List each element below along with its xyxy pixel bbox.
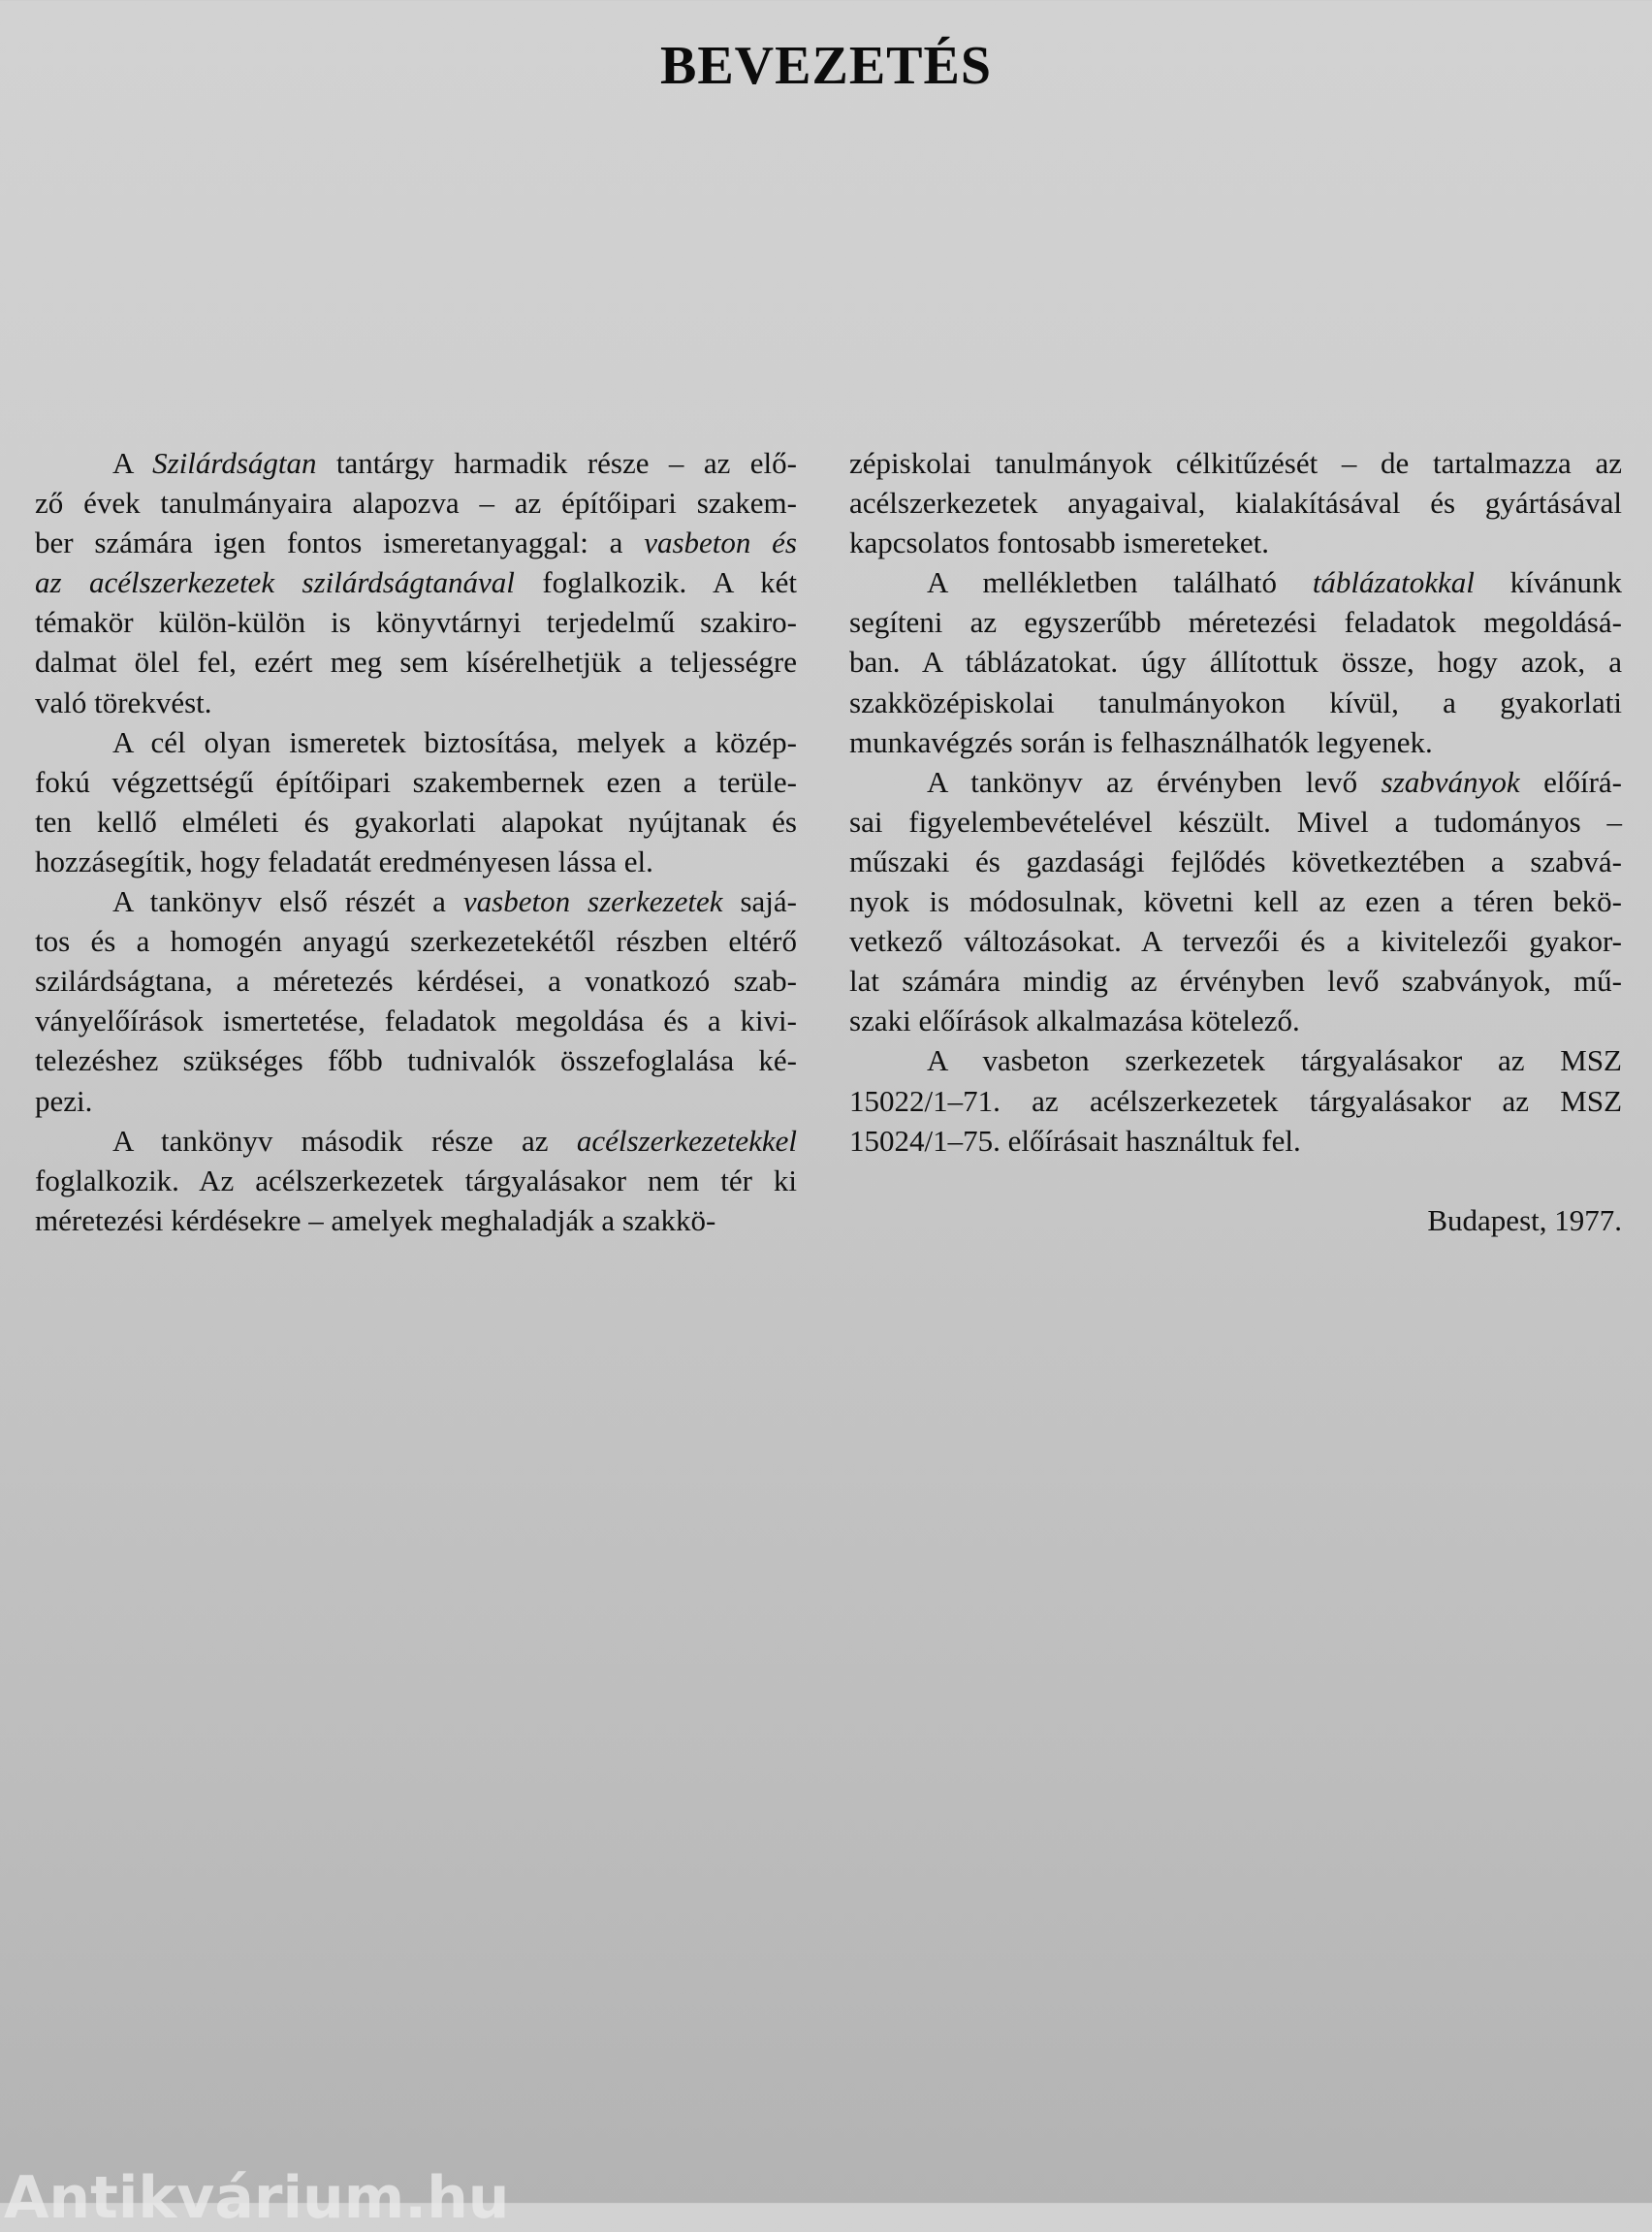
left-column (35, 443, 797, 1240)
text-line (35, 523, 797, 562)
text-line (849, 642, 1622, 682)
text-segment: pezi. (35, 1083, 93, 1118)
italic-text: acélszerkezetekkel (576, 1123, 797, 1158)
text-segment: tantárgy harmadik része – az elő- (316, 446, 797, 480)
text-line (35, 1001, 797, 1040)
italic-text: az acélszerkezetek szilárdságtanával (35, 565, 515, 600)
text-segment: munkavégzés során is felhasználhatók legyenek. (849, 724, 1433, 759)
text-segment: előírá- (1519, 764, 1622, 799)
text-line (849, 523, 1622, 562)
text-line (849, 881, 1622, 921)
text-line (35, 1121, 797, 1161)
text-segment: A (112, 446, 153, 480)
text-segment: tos és a homogén anyagú szerkezetekétől részben eltérő (35, 924, 797, 959)
text-segment: sai figyelembevételével készült. Mivel a tudományos – (849, 804, 1622, 839)
text-line (849, 961, 1622, 1001)
text-line (849, 722, 1622, 762)
text-line (849, 1121, 1622, 1161)
text-line (849, 1001, 1622, 1040)
text-line (35, 762, 797, 802)
italic-text: táblázatokkal (1312, 565, 1475, 600)
text-line (35, 602, 797, 642)
text-segment: fokú végzettségű építőipari szakembernek ezen a terüle- (35, 764, 797, 799)
text-line (35, 842, 797, 881)
italic-text: vasbeton szerkezetek (462, 884, 723, 919)
text-segment: A cél olyan ismeretek biztosítása, melyek a közép- (112, 724, 797, 759)
text-segment: acélszerkezetek anyagaival, kialakításával és gyártásával (849, 486, 1622, 521)
page-title: BEVEZETÉS (659, 36, 993, 96)
italic-text: Szilárdságtan (152, 446, 317, 480)
text-segment: kapcsolatos fontosabb ismereteket. (849, 526, 1270, 560)
text-line (849, 443, 1622, 483)
text-line (35, 1040, 797, 1080)
text-segment: ber számára igen fontos ismeretanyaggal: a (35, 526, 645, 560)
text-segment: műszaki és gazdasági fejlődés következtében a szabvá- (849, 844, 1622, 878)
text-line (35, 722, 797, 762)
text-segment: való törekvést. (35, 685, 212, 719)
text-line (35, 1161, 797, 1200)
text-line (849, 1081, 1622, 1121)
text-segment: ten kellő elméleti és gyakorlati alapokat nyújtanak és (35, 804, 797, 839)
watermark-logo: Antikvárium.hu (4, 2164, 510, 2232)
text-segment: A vasbeton szerkezetek tárgyalásakor az MSZ (927, 1043, 1622, 1078)
text-line (849, 683, 1622, 722)
text-segment: segíteni az egyszerűbb méretezési feladatok megoldásá- (849, 605, 1622, 640)
text-line (849, 762, 1622, 802)
text-line (35, 562, 797, 602)
text-segment: ző évek tanulmányaira alapozva – az építőipari szakem- (35, 486, 797, 521)
text-line (35, 1081, 797, 1121)
text-segment: telezéshez szükséges főbb tudnivalók összefoglalása ké- (35, 1043, 797, 1078)
text-line (849, 802, 1622, 842)
text-line (35, 881, 797, 921)
text-line (849, 602, 1622, 642)
text-line (849, 483, 1622, 523)
text-segment: zépiskolai tanulmányok célkitűzését – de tartalmazza az (849, 446, 1622, 480)
text-segment: 15024/1–75. előírásait használtuk fel. (849, 1123, 1301, 1158)
text-line (35, 443, 797, 483)
text-segment: vetkező változásokat. A tervezői és a kivitelezői gyakor- (849, 924, 1622, 959)
text-line (849, 921, 1622, 961)
text-segment: 15022/1–71. az acélszerkezetek tárgyalásakor az MSZ (849, 1083, 1622, 1118)
text-segment: szakközépiskolai tanulmányokon kívül, a gyakorlati (849, 685, 1622, 719)
text-line (849, 1040, 1622, 1080)
italic-text: szabványok (1381, 764, 1520, 799)
text-segment: foglalkozik. Az acélszerkezetek tárgyalásakor nem tér ki (35, 1163, 797, 1197)
text-segment: méretezési kérdésekre – amelyek meghaladják a szakkö- (35, 1202, 716, 1237)
text-segment: dalmat ölel fel, ezért meg sem kísérelhetjük a teljességre (35, 645, 797, 680)
text-segment: foglalkozik. A két (514, 565, 797, 600)
text-line (849, 842, 1622, 881)
text-segment: A tankönyv második része az (112, 1123, 577, 1158)
text-segment: sajá- (722, 884, 797, 919)
text-segment: hozzásegítik, hogy feladatát eredményesen lássa el. (35, 844, 653, 878)
text-segment: témakör külön-külön is könyvtárnyi terjedelmű szakiro- (35, 605, 797, 640)
text-segment: lat számára mindig az érvényben levő szabványok, mű- (849, 964, 1622, 999)
text-segment: ban. A táblázatokat. úgy állítottuk össze, hogy azok, a (849, 645, 1622, 680)
text-segment: A tankönyv első részét a (112, 884, 463, 919)
text-line (35, 642, 797, 682)
text-segment: szaki előírások alkalmazása kötelező. (849, 1004, 1300, 1038)
text-segment: A tankönyv az érvényben levő (927, 764, 1382, 799)
text-line (35, 483, 797, 523)
text-line (35, 683, 797, 722)
signature-place-date: Budapest, 1977. (1427, 1202, 1622, 1237)
text-line (849, 562, 1622, 602)
text-segment: szilárdságtana, a méretezés kérdései, a vonatkozó szab- (35, 964, 797, 999)
italic-text: vasbeton és (644, 526, 797, 560)
text-segment: kívánunk (1474, 565, 1622, 600)
text-line (35, 1200, 797, 1240)
right-column (849, 443, 1622, 1240)
text-segment: nyok is módosulnak, követni kell az ezen a téren bekö- (849, 884, 1622, 919)
text-segment: ványelőírások ismertetése, feladatok megoldása és a kivi- (35, 1004, 797, 1038)
text-line (35, 921, 797, 961)
text-line (35, 961, 797, 1001)
text-segment: A mellékletben található (927, 565, 1313, 600)
text-line (35, 802, 797, 842)
